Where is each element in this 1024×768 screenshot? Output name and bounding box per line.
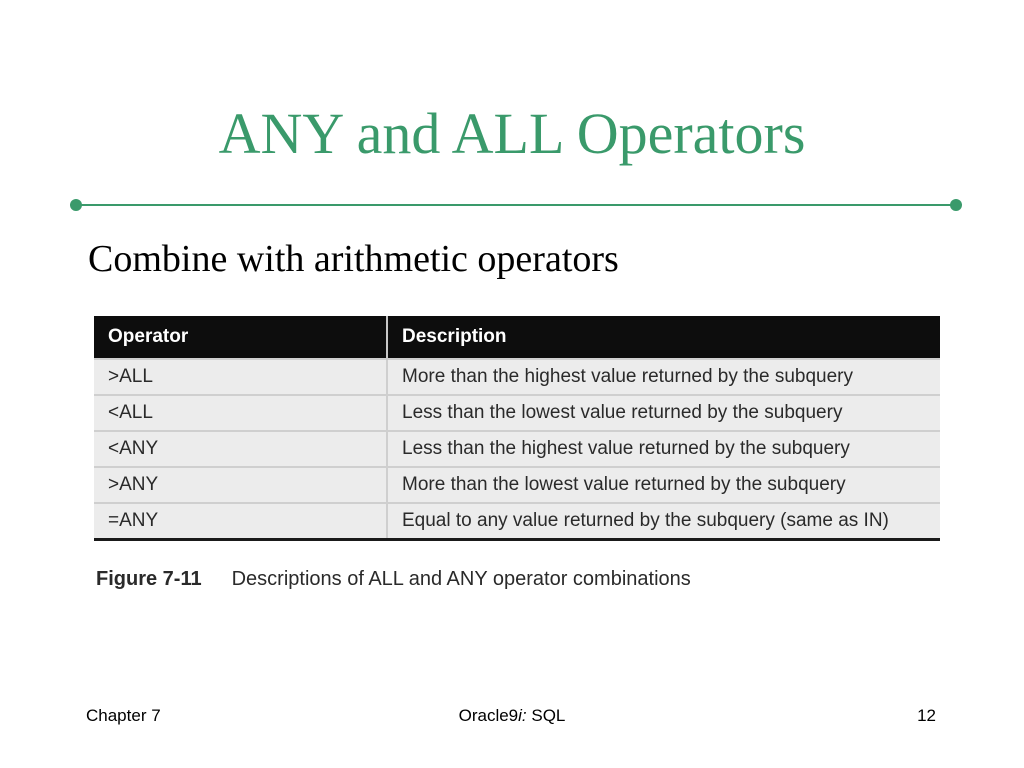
footer-course-title — [0, 706, 1024, 726]
description-cell: Less than the lowest value returned by the subquery — [387, 395, 940, 431]
table-row — [94, 359, 940, 395]
header-operator: Operator — [94, 316, 387, 359]
table-row — [94, 431, 940, 467]
description-cell: Less than the highest value returned by the subquery — [387, 431, 940, 467]
description-cell: More than the highest value returned by the subquery — [387, 359, 940, 395]
footer-page-number: 12 — [917, 706, 936, 725]
operator-cell: <ALL — [94, 395, 387, 431]
footer-course-italic: i: — [518, 706, 527, 725]
footer-chapter: Chapter 7 — [86, 706, 161, 725]
slide-subtitle: Combine with arithmetic operators — [88, 238, 619, 280]
divider-left-dot — [70, 199, 82, 211]
figure-caption — [96, 568, 691, 591]
title-divider — [76, 204, 956, 206]
description-cell: More than the lowest value returned by the subquery — [387, 467, 940, 503]
operator-cell: >ANY — [94, 467, 387, 503]
slide-title: ANY and ALL Operators — [218, 101, 806, 166]
figure-number: Figure 7-11 — [96, 568, 202, 590]
operator-cell: >ALL — [94, 359, 387, 395]
footer-course-suffix: SQL — [526, 706, 566, 725]
operators-table — [94, 316, 940, 541]
table-row — [94, 395, 940, 431]
divider-right-dot — [950, 199, 962, 211]
table-header-row — [94, 316, 940, 359]
operator-cell: =ANY — [94, 503, 387, 540]
table-row — [94, 467, 940, 503]
operator-cell: <ANY — [94, 431, 387, 467]
header-description: Description — [387, 316, 940, 359]
figure-caption-text: Descriptions of ALL and ANY operator combinations — [231, 568, 691, 590]
table-row — [94, 503, 940, 540]
description-cell: Equal to any value returned by the subquery (same as IN) — [387, 503, 940, 540]
footer-course-prefix: Oracle9 — [458, 706, 519, 725]
